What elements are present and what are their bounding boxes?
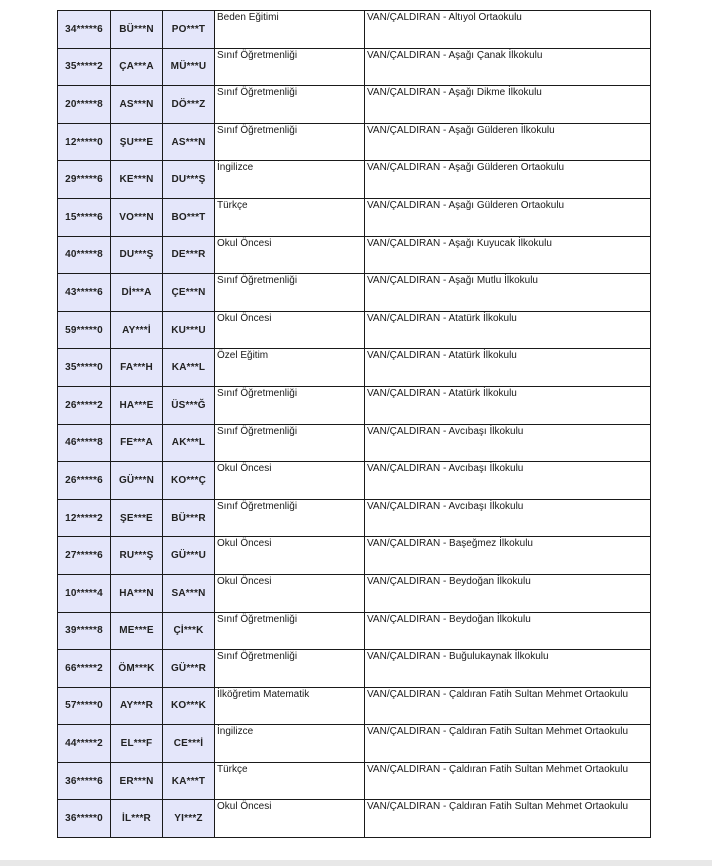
masked-name-cell: AY***İ: [111, 311, 163, 349]
masked-id-cell: 20*****8: [58, 86, 111, 124]
branch-cell: Özel Eğitim: [215, 349, 365, 387]
table-row: [58, 198, 651, 236]
masked-name-cell: ÖM***K: [111, 650, 163, 688]
masked-surname-cell: ÜS***Ğ: [163, 386, 215, 424]
masked-id-cell: 57*****0: [58, 687, 111, 725]
masked-id-cell: 26*****6: [58, 462, 111, 500]
masked-surname-cell: AK***L: [163, 424, 215, 462]
masked-id-cell: 36*****6: [58, 762, 111, 800]
masked-name-cell: ŞU***E: [111, 123, 163, 161]
masked-id-cell: 34*****6: [58, 11, 111, 49]
school-cell: VAN/ÇALDIRAN - Aşağı Çanak İlkokulu: [365, 48, 651, 86]
masked-name-cell: EL***F: [111, 725, 163, 763]
branch-cell: Sınıf Öğretmenliği: [215, 499, 365, 537]
masked-id-cell: 43*****6: [58, 274, 111, 312]
table-row: [58, 800, 651, 838]
school-cell: VAN/ÇALDIRAN - Buğulukaynak İlkokulu: [365, 650, 651, 688]
branch-cell: Sınıf Öğretmenliği: [215, 612, 365, 650]
branch-cell: Okul Öncesi: [215, 236, 365, 274]
masked-id-cell: 29*****6: [58, 161, 111, 199]
school-cell: VAN/ÇALDIRAN - Çaldıran Fatih Sultan Mehmet Ortaokulu: [365, 687, 651, 725]
masked-surname-cell: BÜ***R: [163, 499, 215, 537]
masked-name-cell: Dİ***A: [111, 274, 163, 312]
masked-id-cell: 59*****0: [58, 311, 111, 349]
table-row: [58, 537, 651, 575]
table-row: [58, 86, 651, 124]
masked-id-cell: 66*****2: [58, 650, 111, 688]
school-cell: VAN/ÇALDIRAN - Altıyol Ortaokulu: [365, 11, 651, 49]
branch-cell: Okul Öncesi: [215, 537, 365, 575]
table-row: [58, 612, 651, 650]
masked-name-cell: VO***N: [111, 198, 163, 236]
masked-name-cell: ER***N: [111, 762, 163, 800]
masked-surname-cell: KA***L: [163, 349, 215, 387]
branch-cell: Sınıf Öğretmenliği: [215, 386, 365, 424]
masked-surname-cell: DU***Ş: [163, 161, 215, 199]
masked-name-cell: İL***R: [111, 800, 163, 838]
table-row: [58, 687, 651, 725]
school-cell: VAN/ÇALDIRAN - Çaldıran Fatih Sultan Mehmet Ortaokulu: [365, 800, 651, 838]
masked-id-cell: 39*****8: [58, 612, 111, 650]
branch-cell: Okul Öncesi: [215, 800, 365, 838]
masked-name-cell: FE***A: [111, 424, 163, 462]
masked-surname-cell: DÖ***Z: [163, 86, 215, 124]
masked-name-cell: ŞE***E: [111, 499, 163, 537]
table-row: [58, 650, 651, 688]
masked-name-cell: AY***R: [111, 687, 163, 725]
masked-surname-cell: GÜ***R: [163, 650, 215, 688]
branch-cell: Sınıf Öğretmenliği: [215, 424, 365, 462]
masked-name-cell: ME***E: [111, 612, 163, 650]
page-bottom-edge: [0, 860, 712, 866]
masked-surname-cell: CE***İ: [163, 725, 215, 763]
table-row: [58, 349, 651, 387]
masked-name-cell: FA***H: [111, 349, 163, 387]
masked-id-cell: 26*****2: [58, 386, 111, 424]
school-cell: VAN/ÇALDIRAN - Aşağı Mutlu İlkokulu: [365, 274, 651, 312]
school-cell: VAN/ÇALDIRAN - Aşağı Gülderen Ortaokulu: [365, 198, 651, 236]
masked-surname-cell: DE***R: [163, 236, 215, 274]
masked-name-cell: HA***E: [111, 386, 163, 424]
masked-surname-cell: MÜ***U: [163, 48, 215, 86]
masked-name-cell: BÜ***N: [111, 11, 163, 49]
branch-cell: Sınıf Öğretmenliği: [215, 86, 365, 124]
school-cell: VAN/ÇALDIRAN - Aşağı Kuyucak İlkokulu: [365, 236, 651, 274]
masked-id-cell: 15*****6: [58, 198, 111, 236]
branch-cell: Beden Eğitimi: [215, 11, 365, 49]
table-row: [58, 123, 651, 161]
school-cell: VAN/ÇALDIRAN - Aşağı Gülderen İlkokulu: [365, 123, 651, 161]
branch-cell: Sınıf Öğretmenliği: [215, 650, 365, 688]
school-cell: VAN/ÇALDIRAN - Çaldıran Fatih Sultan Mehmet Ortaokulu: [365, 725, 651, 763]
table-row: [58, 274, 651, 312]
school-cell: VAN/ÇALDIRAN - Aşağı Dikme İlkokulu: [365, 86, 651, 124]
school-cell: VAN/ÇALDIRAN - Aşağı Gülderen Ortaokulu: [365, 161, 651, 199]
branch-cell: Türkçe: [215, 198, 365, 236]
branch-cell: Sınıf Öğretmenliği: [215, 123, 365, 161]
branch-cell: Okul Öncesi: [215, 574, 365, 612]
school-cell: VAN/ÇALDIRAN - Atatürk İlkokulu: [365, 386, 651, 424]
masked-id-cell: 35*****2: [58, 48, 111, 86]
branch-cell: Okul Öncesi: [215, 311, 365, 349]
branch-cell: Sınıf Öğretmenliği: [215, 48, 365, 86]
masked-id-cell: 46*****8: [58, 424, 111, 462]
branch-cell: Türkçe: [215, 762, 365, 800]
table-row: [58, 462, 651, 500]
school-cell: VAN/ÇALDIRAN - Beydoğan İlkokulu: [365, 574, 651, 612]
school-cell: VAN/ÇALDIRAN - Başeğmez İlkokulu: [365, 537, 651, 575]
school-cell: VAN/ÇALDIRAN - Atatürk İlkokulu: [365, 311, 651, 349]
masked-surname-cell: KO***Ç: [163, 462, 215, 500]
masked-id-cell: 35*****0: [58, 349, 111, 387]
masked-surname-cell: PO***T: [163, 11, 215, 49]
branch-cell: İngilizce: [215, 161, 365, 199]
school-cell: VAN/ÇALDIRAN - Avcıbaşı İlkokulu: [365, 462, 651, 500]
masked-name-cell: RU***Ş: [111, 537, 163, 575]
masked-name-cell: ÇA***A: [111, 48, 163, 86]
masked-id-cell: 27*****6: [58, 537, 111, 575]
masked-surname-cell: GÜ***U: [163, 537, 215, 575]
school-cell: VAN/ÇALDIRAN - Beydoğan İlkokulu: [365, 612, 651, 650]
table-row: [58, 725, 651, 763]
masked-surname-cell: Çİ***K: [163, 612, 215, 650]
school-cell: VAN/ÇALDIRAN - Atatürk İlkokulu: [365, 349, 651, 387]
masked-id-cell: 10*****4: [58, 574, 111, 612]
school-cell: VAN/ÇALDIRAN - Çaldıran Fatih Sultan Mehmet Ortaokulu: [365, 762, 651, 800]
table-row: [58, 11, 651, 49]
assignment-table: [57, 10, 651, 838]
masked-name-cell: DU***Ş: [111, 236, 163, 274]
masked-name-cell: KE***N: [111, 161, 163, 199]
branch-cell: Okul Öncesi: [215, 462, 365, 500]
masked-surname-cell: KU***U: [163, 311, 215, 349]
masked-id-cell: 12*****2: [58, 499, 111, 537]
masked-id-cell: 40*****8: [58, 236, 111, 274]
branch-cell: İlköğretim Matematik: [215, 687, 365, 725]
table-row: [58, 311, 651, 349]
table-row: [58, 386, 651, 424]
masked-id-cell: 12*****0: [58, 123, 111, 161]
branch-cell: Sınıf Öğretmenliği: [215, 274, 365, 312]
school-cell: VAN/ÇALDIRAN - Avcıbaşı İlkokulu: [365, 499, 651, 537]
table-row: [58, 499, 651, 537]
masked-name-cell: AS***N: [111, 86, 163, 124]
table-row: [58, 762, 651, 800]
table-row: [58, 424, 651, 462]
table-body: [58, 11, 651, 838]
masked-name-cell: GÜ***N: [111, 462, 163, 500]
branch-cell: İngilizce: [215, 725, 365, 763]
masked-surname-cell: KA***T: [163, 762, 215, 800]
masked-surname-cell: KO***K: [163, 687, 215, 725]
masked-surname-cell: ÇE***N: [163, 274, 215, 312]
school-cell: VAN/ÇALDIRAN - Avcıbaşı İlkokulu: [365, 424, 651, 462]
masked-surname-cell: YI***Z: [163, 800, 215, 838]
table-row: [58, 574, 651, 612]
table-row: [58, 48, 651, 86]
masked-surname-cell: SA***N: [163, 574, 215, 612]
table-row: [58, 236, 651, 274]
masked-surname-cell: BO***T: [163, 198, 215, 236]
masked-id-cell: 44*****2: [58, 725, 111, 763]
masked-surname-cell: AS***N: [163, 123, 215, 161]
table-row: [58, 161, 651, 199]
masked-id-cell: 36*****0: [58, 800, 111, 838]
masked-name-cell: HA***N: [111, 574, 163, 612]
